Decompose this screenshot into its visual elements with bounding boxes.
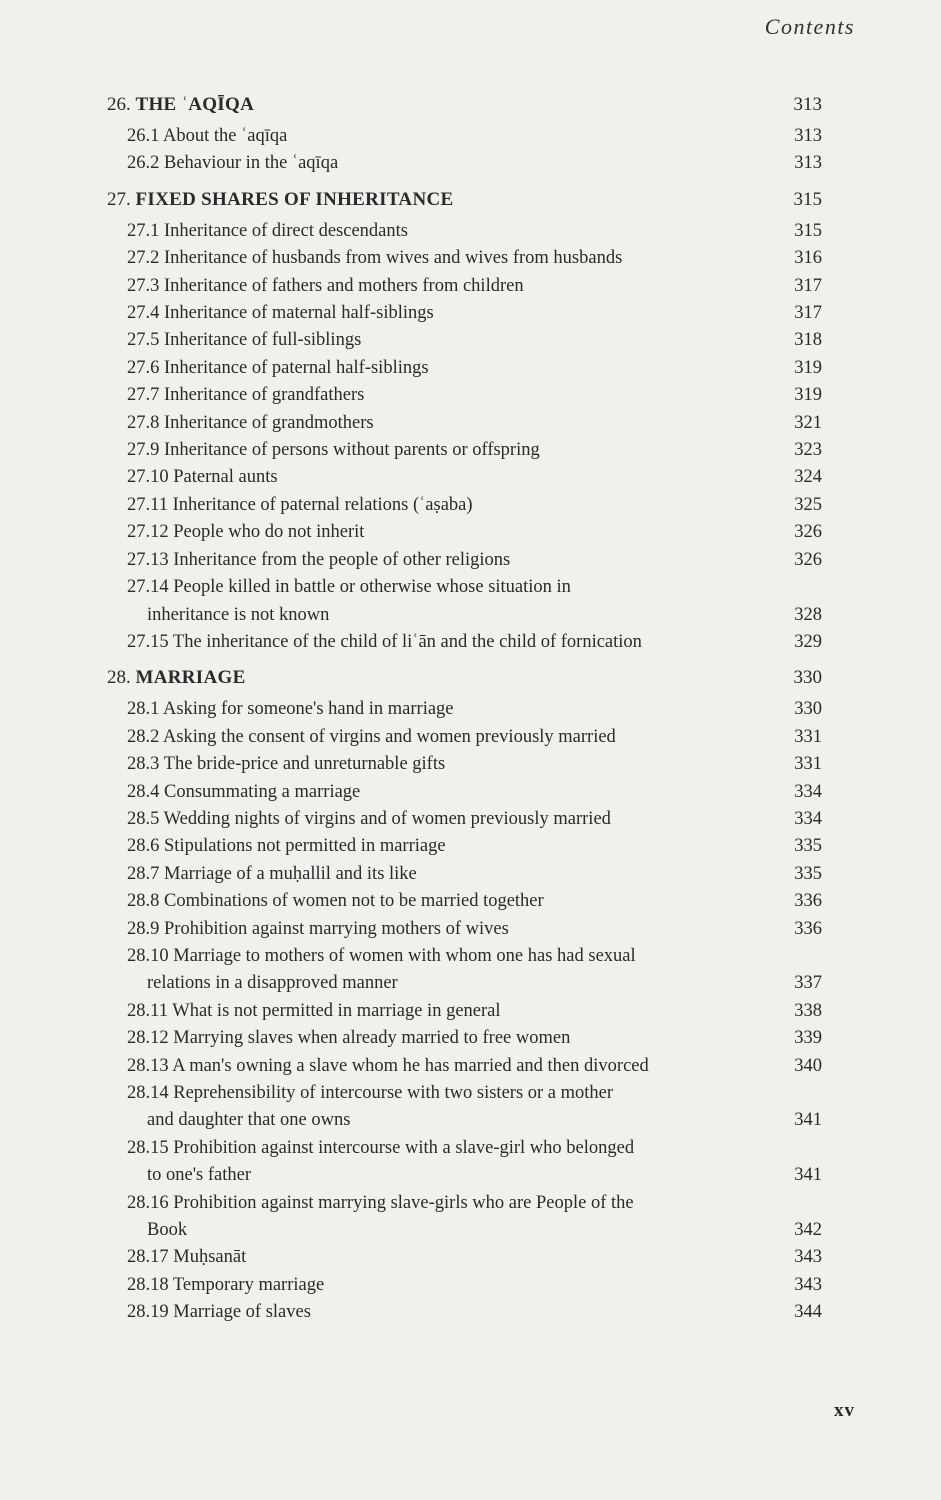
toc-entry[interactable]	[107, 751, 822, 778]
section-page-number: 331	[794, 754, 822, 775]
section-page-number: 317	[794, 275, 822, 296]
section-title: Inheritance from the people of other religions	[173, 549, 511, 570]
section-number: 26.1	[127, 126, 160, 146]
section-page-number: 342	[794, 1220, 822, 1241]
toc-entry[interactable]	[107, 888, 822, 915]
section-title: Prohibition against intercourse with a slave-girl who belonged	[173, 1137, 635, 1158]
section-page-number: 344	[794, 1302, 822, 1323]
toc-entry[interactable]	[107, 943, 822, 998]
section-number: 28.9	[127, 918, 160, 939]
section-title: Marrying slaves when already married to free women	[173, 1028, 571, 1049]
section-number: 27.1	[127, 220, 160, 241]
toc-entry[interactable]	[107, 1272, 822, 1299]
section-page-number: 328	[794, 604, 822, 625]
toc-entry[interactable]	[107, 300, 822, 327]
section-number: 27.12	[127, 522, 169, 543]
section-number: 28.1	[127, 699, 160, 720]
table-of-contents	[107, 91, 822, 1327]
section-page-number: 316	[794, 248, 822, 269]
toc-entry[interactable]	[107, 696, 822, 723]
section-title: Marriage to mothers of women with whom one has had sexual	[173, 945, 636, 966]
section-page-number: 335	[794, 836, 822, 857]
toc-entry[interactable]	[107, 916, 822, 943]
section-title: Inheritance of husbands from wives and wives from husbands	[164, 248, 623, 269]
section-title-continued: relations in a disapproved manner	[147, 973, 398, 994]
section-number: 27.13	[127, 549, 169, 570]
section-number: 28.3	[127, 754, 160, 775]
section-title: Stipulations not permitted in marriage	[164, 836, 446, 857]
section-number: 27.3	[127, 275, 160, 296]
section-page-number: 329	[794, 631, 822, 652]
toc-entry[interactable]	[107, 355, 822, 382]
section-title: A man's owning a slave whom he has married and then divorced	[172, 1055, 649, 1076]
section-number: 27.6	[127, 357, 160, 378]
section-page-number: 336	[794, 891, 822, 912]
section-number: 28.16	[127, 1192, 169, 1213]
section-title: Asking for someone's hand in marriage	[162, 699, 454, 720]
toc-entry[interactable]	[107, 833, 822, 860]
section-number: 28.15	[127, 1137, 169, 1158]
section-page-number: 319	[794, 357, 822, 378]
section-title: People killed in battle or otherwise whose situation in	[173, 577, 571, 598]
toc-entry[interactable]	[107, 1244, 822, 1271]
section-number: 27.7	[127, 385, 160, 406]
section-page-number: 324	[794, 467, 822, 488]
section-page-number: 335	[794, 863, 822, 884]
section-page-number: 315	[794, 220, 822, 241]
section-title: The inheritance of the child of liʿān and the child of fornication	[172, 631, 642, 652]
section-number: 28.6	[127, 836, 160, 857]
section-title: Inheritance of grandmothers	[164, 412, 374, 433]
section-title-continued: to one's father	[147, 1165, 252, 1186]
section-title: Asking the consent of virgins and women previously married	[162, 726, 616, 747]
chapter-heading[interactable]	[107, 186, 822, 214]
section-number: 27.14	[127, 577, 169, 598]
section-page-number: 340	[794, 1055, 822, 1076]
toc-entry[interactable]	[107, 806, 822, 833]
toc-entry[interactable]	[107, 327, 822, 354]
section-number: 27.5	[127, 330, 160, 351]
section-page-number: 323	[794, 440, 822, 461]
section-number: 28.11	[127, 1000, 168, 1021]
section-number: 28.8	[127, 891, 160, 912]
chapter-heading[interactable]	[107, 664, 822, 692]
chapter-title: THE ʿAQĪQA	[135, 94, 255, 115]
section-title: Inheritance of persons without parents or offspring	[164, 440, 540, 461]
toc-entry[interactable]	[107, 998, 822, 1025]
section-page-number: 317	[794, 303, 822, 324]
section-title: Behaviour in the ʿaqīqa	[164, 153, 339, 174]
section-title: Inheritance of direct descendants	[164, 220, 408, 241]
section-title: Inheritance of grandfathers	[164, 385, 365, 406]
toc-entry[interactable]	[107, 1053, 822, 1080]
section-number: 28.14	[127, 1083, 169, 1103]
section-number: 27.11	[127, 494, 168, 515]
toc-entry[interactable]	[107, 547, 822, 574]
section-number: 27.4	[127, 303, 160, 324]
toc-entry[interactable]	[107, 150, 822, 177]
section-title: What is not permitted in marriage in general	[172, 1000, 501, 1021]
section-page-number: 339	[794, 1028, 822, 1049]
page-number: xv	[834, 1400, 855, 1421]
toc-entry[interactable]	[107, 1135, 822, 1190]
toc-entry[interactable]	[107, 861, 822, 888]
section-page-number: 343	[794, 1247, 822, 1268]
section-number: 28.18	[127, 1274, 169, 1295]
section-number: 28.12	[127, 1028, 169, 1049]
section-title: Paternal aunts	[173, 467, 278, 488]
section-title-continued: and daughter that one owns	[147, 1110, 351, 1131]
section-title: Inheritance of full-siblings	[164, 330, 362, 351]
toc-entry[interactable]	[107, 1190, 822, 1245]
toc-entry[interactable]	[107, 519, 822, 546]
toc-entry[interactable]	[107, 1080, 822, 1135]
toc-entry[interactable]	[107, 629, 822, 656]
chapter-number: 26.	[107, 94, 131, 115]
chapter-page-number: 330	[793, 667, 822, 689]
running-head: Contents	[764, 14, 855, 39]
section-page-number: 334	[794, 781, 822, 802]
toc-entry[interactable]	[107, 123, 822, 150]
section-title: Reprehensibility of intercourse with two sisters or a mother	[173, 1083, 614, 1103]
section-title: Inheritance of maternal half-siblings	[164, 303, 434, 324]
section-page-number: 319	[794, 385, 822, 406]
section-title: Muḥsanāt	[173, 1247, 247, 1268]
chapter-title: FIXED SHARES OF INHERITANCE	[135, 188, 454, 210]
toc-entry[interactable]	[107, 245, 822, 272]
section-number: 28.17	[127, 1247, 169, 1268]
section-page-number: 341	[794, 1110, 822, 1131]
section-page-number: 341	[794, 1165, 822, 1186]
chapter-number: 27.	[107, 188, 131, 210]
toc-entry[interactable]	[107, 464, 822, 491]
chapter-page-number: 313	[793, 94, 822, 115]
toc-entry[interactable]	[107, 382, 822, 409]
section-page-number: 326	[794, 522, 822, 543]
section-title: Inheritance of paternal relations (ʿaṣaba)	[172, 494, 473, 515]
section-title: Prohibition against marrying mothers of wives	[164, 918, 509, 939]
section-number: 28.4	[127, 781, 160, 802]
section-number: 27.9	[127, 440, 160, 461]
section-title: Marriage of slaves	[173, 1302, 311, 1323]
section-page-number: 325	[794, 494, 822, 515]
toc-entry[interactable]	[107, 574, 822, 629]
chapter-page-number: 315	[793, 188, 822, 210]
toc-entry[interactable]	[107, 1299, 822, 1326]
section-number: 28.10	[127, 945, 169, 966]
section-page-number: 313	[794, 153, 822, 174]
toc-entry[interactable]	[107, 492, 822, 519]
section-number: 27.15	[127, 631, 169, 652]
section-title: Inheritance of fathers and mothers from children	[164, 275, 524, 296]
section-number: 28.19	[127, 1302, 169, 1323]
section-page-number: 334	[794, 808, 822, 829]
section-title-continued: Book	[147, 1220, 188, 1241]
chapter-heading[interactable]	[107, 91, 822, 119]
section-title: Consummating a marriage	[164, 781, 361, 802]
chapter-number: 28.	[107, 667, 131, 689]
section-title: Prohibition against marrying slave-girls who are People of the	[173, 1192, 634, 1213]
section-title: Inheritance of paternal half-siblings	[164, 357, 429, 378]
section-title: Wedding nights of virgins and of women previously married	[163, 808, 611, 829]
section-page-number: 338	[794, 1000, 822, 1021]
section-page-number: 326	[794, 549, 822, 570]
toc-entry[interactable]	[107, 410, 822, 437]
section-title: The bride-price and unreturnable gifts	[163, 754, 446, 775]
section-page-number: 321	[794, 412, 822, 433]
section-number: 28.5	[127, 808, 160, 829]
section-title: About the ʿaqīqa	[162, 126, 288, 146]
toc-entry[interactable]	[107, 724, 822, 751]
section-title: Temporary marriage	[172, 1274, 325, 1295]
section-page-number: 318	[794, 330, 822, 351]
section-number: 27.10	[127, 467, 169, 488]
section-number: 28.7	[127, 863, 160, 884]
section-page-number: 337	[794, 973, 822, 994]
section-title: People who do not inherit	[173, 522, 365, 543]
section-number: 28.2	[127, 726, 160, 747]
section-page-number: 336	[794, 918, 822, 939]
section-number: 26.2	[127, 153, 160, 174]
section-page-number: 331	[794, 726, 822, 747]
section-title: Marriage of a muḥallil and its like	[164, 863, 417, 884]
section-number: 28.13	[127, 1055, 169, 1076]
section-number: 27.8	[127, 412, 160, 433]
section-page-number: 330	[794, 699, 822, 720]
section-page-number: 313	[794, 126, 822, 146]
toc-entry[interactable]	[107, 437, 822, 464]
section-page-number: 343	[794, 1274, 822, 1295]
toc-entry[interactable]	[107, 1025, 822, 1052]
section-number: 27.2	[127, 248, 160, 269]
chapter-title: MARRIAGE	[135, 667, 246, 689]
section-title: Combinations of women not to be married together	[164, 891, 544, 912]
toc-entry[interactable]	[107, 218, 822, 245]
toc-entry[interactable]	[107, 779, 822, 806]
section-title-continued: inheritance is not known	[147, 604, 330, 625]
toc-entry[interactable]	[107, 273, 822, 300]
